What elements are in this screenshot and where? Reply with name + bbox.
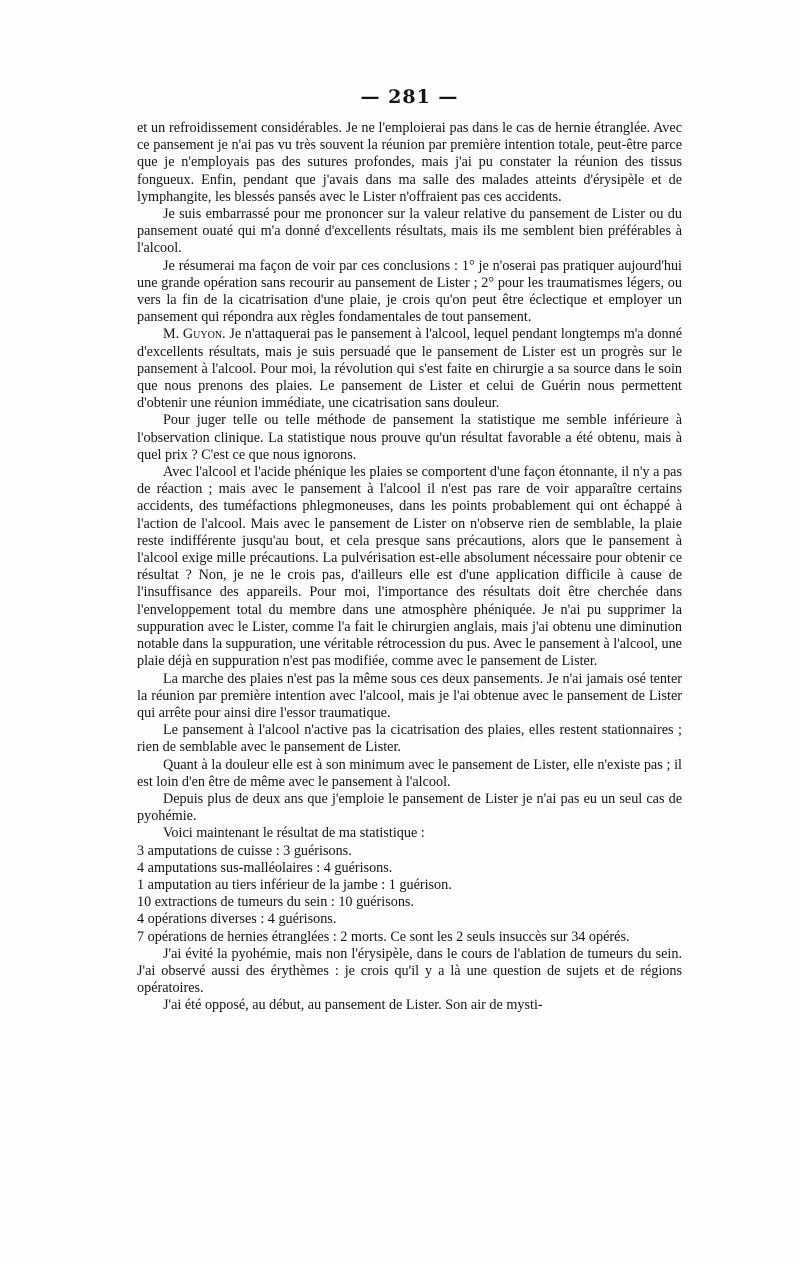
paragraph-text: Je n'attaquerai pas le pansement à l'alcool, lequel pendant longtemps m'a donné d'excellents résultats, mais je suis persuadé que le pansement de Lister est un progrès sur le pansement à l'alcool. Pour moi, la révolution qui s'est faite en chirurgie a sa source dans le soin que nous prenons des plaies. Le pansement de Lister et celui de Guérin nous permettent d'obtenir une réunion immédiate, une cicatrisation sans douleur. <box>137 326 682 412</box>
speaker-name: M. Guyon. <box>163 326 226 343</box>
paragraph: Depuis plus de deux ans que j'emploie le pansement de Lister je n'ai pas eu un seul cas de pyohémie. <box>137 790 682 825</box>
paragraph: Avec l'alcool et l'acide phénique les plaies se comportent d'une façon étonnante, il n'y a pas de réaction ; mais avec le pansement à l'alcool il n'est pas rare de voir apparaître certains accidents, des tuméfactions phlegmoneuses, dans les points probablement qui ont échappé à l'action de l'alcool. Mais avec le pansement de Lister on n'observe rien de semblable, la plaie reste indifférente jusqu'au bout, et cela presque sans précautions, alors que le pansement à l'alcool exige mille précautions. La pulvérisation est-elle absolument nécessaire pour obtenir ce résultat ? Non, je ne le crois pas, d'ailleurs elle est d'une application difficile à cause de l'insuffisance des appareils. Pour moi, l'importance des résultats doit être cherchée dans l'enveloppement total du membre dans une atmosphère phéniquée. Je n'ai pu supprimer la suppuration avec le Lister, comme l'a fait le chirurgien anglais, mais j'ai obtenu une diminution notable dans la suppuration, une véritable rétrocession du pus. Avec le pansement à l'alcool, une plaie déjà en suppuration n'est pas modifiée, comme avec le pansement de Lister. <box>137 464 682 670</box>
list-item: 10 extractions de tumeurs du sein : 10 guérisons. <box>137 894 415 911</box>
list-item: 1 amputation au tiers inférieur de la jambe : 1 guérison. <box>137 876 452 893</box>
page-number: — 281 — <box>360 86 459 108</box>
list-item: 7 opérations de hernies étranglées : 2 morts. Ce sont les 2 seuls insuccès sur 34 opérés. <box>137 928 630 945</box>
paragraph: et un refroidissement considérables. Je ne l'emploierai pas dans le cas de hernie étranglée. Avec ce pansement je n'ai pas vu très souvent la réunion par première intention totale, peut-être parce que je n'employais pas des sutures profondes, mais j'ai pu constater la réunion des tissus fongueux. Enfin, pendant que j'avais dans ma salle des malades atteints d'érysipèle et de lymphangite, les blessés pansés avec le Lister n'offraient pas ces accidents. <box>137 120 682 205</box>
paragraph: Pour juger telle ou telle méthode de pansement la statistique me semble inférieure à l'observation clinique. La statistique nous prouve qu'un résultat favorable a été obtenu, mais à quel prix ? C'est ce que nous ignorons. <box>137 412 682 463</box>
paragraph: Je suis embarrassé pour me prononcer sur la valeur relative du pansement de Lister ou du pansement ouaté qui m'a donné d'excellents résultats, mais ils me semblent bien préférables à l'alcool. <box>137 206 682 257</box>
paragraph: Le pansement à l'alcool n'active pas la cicatrisation des plaies, elles restent stationnaires ; rien de semblable avec le pansement de Lister. <box>137 722 682 756</box>
paragraph: Quant à la douleur elle est à son minimum avec le pansement de Lister, elle n'existe pas ; il est loin d'en être de même avec le pansement à l'alcool. <box>137 756 682 790</box>
paragraph: Je résumerai ma façon de voir par ces conclusions : 1° je n'oserai pas pratiquer aujourd'hui une grande opération sans recourir au pansement de Lister ; 2° pour les traumatismes légers, ou vers la fin de la cicatrisation d'une plaie, je crois qu'on peut être éclectique et employer un pansement qui répondra aux règles fondamentales de tout pansement. <box>137 257 682 326</box>
list-item: 4 opérations diverses : 4 guérisons. <box>137 911 337 928</box>
statistics-list <box>137 843 682 946</box>
paragraph: J'ai évité la pyohémie, mais non l'érysipèle, dans le cours de l'ablation de tumeurs du sein. J'ai observé aussi des érythèmes : je crois qu'il y a là une question de sujets et de régions opératoires. <box>137 945 682 997</box>
paragraph: Voici maintenant le résultat de ma statistique : <box>163 825 425 842</box>
list-item: 3 amputations de cuisse : 3 guérisons. <box>137 842 352 859</box>
paragraph-guyon <box>137 326 682 412</box>
paragraph: La marche des plaies n'est pas la même sous ces deux pansements. Je n'ai jamais osé tenter la réunion par première intention avec l'alcool, mais je l'ai obtenue avec le pansement de Lister qui arrête pour ainsi dire l'essor traumatique. <box>137 670 682 721</box>
paragraph: J'ai été opposé, au début, au pansement de Lister. Son air de mysti- <box>163 997 543 1014</box>
list-item: 4 amputations sus-malléolaires : 4 guérisons. <box>137 859 393 876</box>
body-text <box>137 120 682 1015</box>
